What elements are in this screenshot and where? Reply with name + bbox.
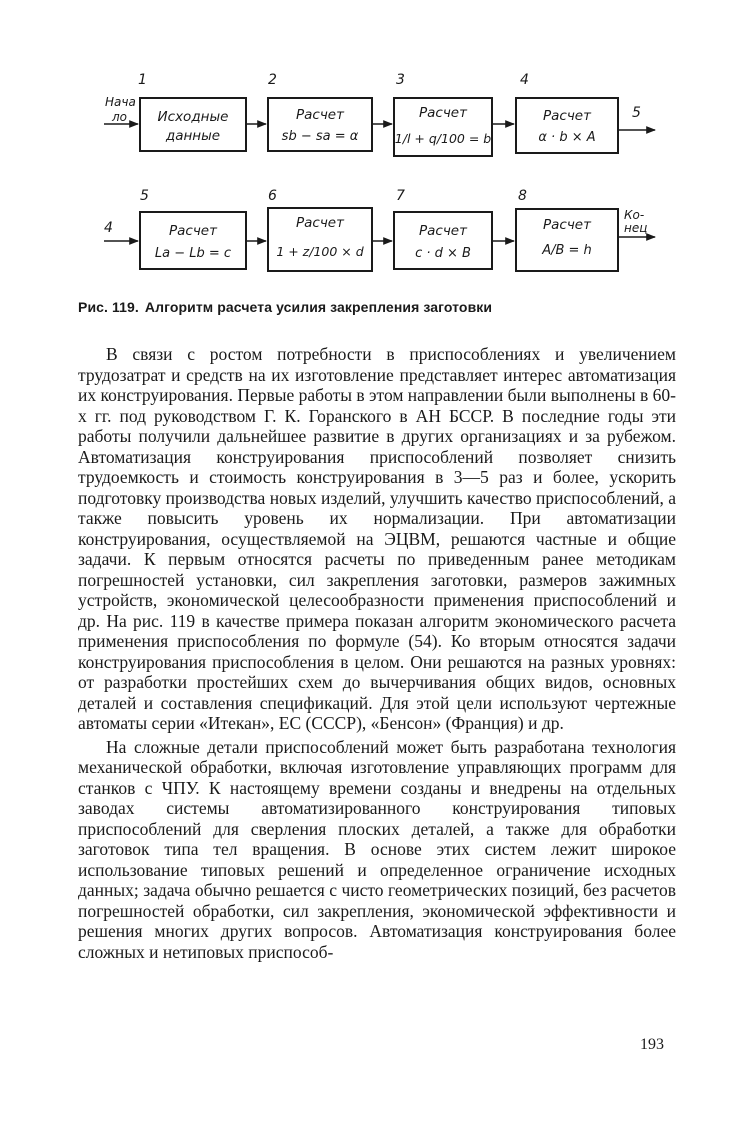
start-label-1: Нача xyxy=(105,95,136,109)
block-number-4: 4 xyxy=(520,72,529,88)
block-6-title: Расчет xyxy=(296,215,344,231)
block-number-7: 7 xyxy=(396,188,405,204)
body-text xyxy=(78,344,676,962)
algorithm-flowchart xyxy=(0,0,730,300)
block-7 xyxy=(394,212,492,269)
block-1 xyxy=(140,98,246,151)
figure-caption-text: Алгоритм расчета усилия закрепления заготовки xyxy=(144,299,493,315)
block-4-title: Расчет xyxy=(543,108,591,124)
block-2 xyxy=(268,98,372,151)
block-number-8: 8 xyxy=(518,188,527,204)
end-label-1: Ко- xyxy=(624,208,645,222)
block-1-formula: данные xyxy=(165,128,221,144)
block-5-formula: La − Lb = c xyxy=(154,246,232,261)
in-label-row2: 4 xyxy=(104,220,113,236)
out-label-row1: 5 xyxy=(632,105,641,121)
block-number-3: 3 xyxy=(396,72,405,88)
page-number: 193 xyxy=(640,1036,664,1053)
block-6-formula: 1 + z/100 × d xyxy=(276,244,364,259)
block-2-title: Расчет xyxy=(296,107,344,123)
block-7-title: Расчет xyxy=(419,223,467,239)
block-6 xyxy=(268,208,372,271)
block-number-5: 5 xyxy=(140,188,149,204)
block-5-title: Расчет xyxy=(169,223,217,239)
figure-caption-number: Рис. 119. xyxy=(78,299,139,315)
start-label-2: ло xyxy=(112,110,128,124)
figure-caption xyxy=(78,299,678,315)
end-label-2: нец xyxy=(624,221,648,235)
block-number-1: 1 xyxy=(138,72,147,88)
block-2-formula: sb − sa = α xyxy=(281,129,359,144)
block-8 xyxy=(516,209,618,271)
block-number-6: 6 xyxy=(268,188,277,204)
block-7-formula: c · d × B xyxy=(415,246,471,261)
block-8-title: Расчет xyxy=(543,217,591,233)
block-5 xyxy=(140,212,246,269)
block-3-title: Расчет xyxy=(419,105,467,121)
block-3 xyxy=(394,98,492,156)
block-number-2: 2 xyxy=(268,72,277,88)
block-3-formula: 1/l + q/100 = b xyxy=(394,131,492,146)
block-8-formula: A/B = h xyxy=(542,243,592,258)
block-4-formula: α · b × A xyxy=(538,130,596,145)
paragraph-2: На сложные детали приспособлений может быть разработана технология механической обработки, включая изготовление управляющих программ для станков с ЧПУ. К настоящему времени созданы и внедрены на отдельных заводах системы автоматизированного конструирования типовых приспособлений для сверления плоских деталей, а также для обработки заготовок типа тел вращения. В основе этих систем лежит широкое использование типовых решений и определенное ограничение исходных данных; задача обычно решается с чисто геометрических позиций, без расчетов погрешностей обработки, сил закрепления, экономической эффективности и решения многих других вопросов. Автоматизация конструирования более сложных и нетиповых приспособ- xyxy=(78,736,676,962)
block-1-title: Исходные xyxy=(157,109,229,125)
paragraph-1: В связи с ростом потребности в приспособлениях и увеличением трудозатрат и средств на их изготовление представляет интерес автоматизация их конструирования. Первые работы в этом направлении были выполнены в 60-х гг. под руководством Г. К. Горанского в АН БССР. В последние годы эти работы получили дальнейшее развитие в других организациях и за рубежом. Автоматизация конструирования приспособлений позволяет снизить трудоемкость и стоимость конструирования в 3—5 раз и более, ускорить подготовку производства новых изделий, улучшить качество приспособлений, а также повысить уровень их нормализации. При автоматизации конструирования, осуществляемой на ЭЦВМ, решаются частные и общие задачи. К первым относятся расчеты по приведенным ранее методикам погрешностей установки, сил закрепления заготовки, размеров зажимных устройств, экономической целесообразности применения приспособлений и др. На рис. 119 в качестве примера показан алгоритм экономического расчета применения приспособления по формуле (54). Ко вторым относятся задачи конструирования приспособления в целом. Они решаются на разных уровнях: от разработки простейших схем до вычерчивания общих видов, основных деталей и составления спецификаций. Для этой цели используют чертежные автоматы серии «Итекан», ЕС (СССР), «Бенсон» (Франция) и др. xyxy=(78,344,676,733)
block-4 xyxy=(516,98,618,153)
